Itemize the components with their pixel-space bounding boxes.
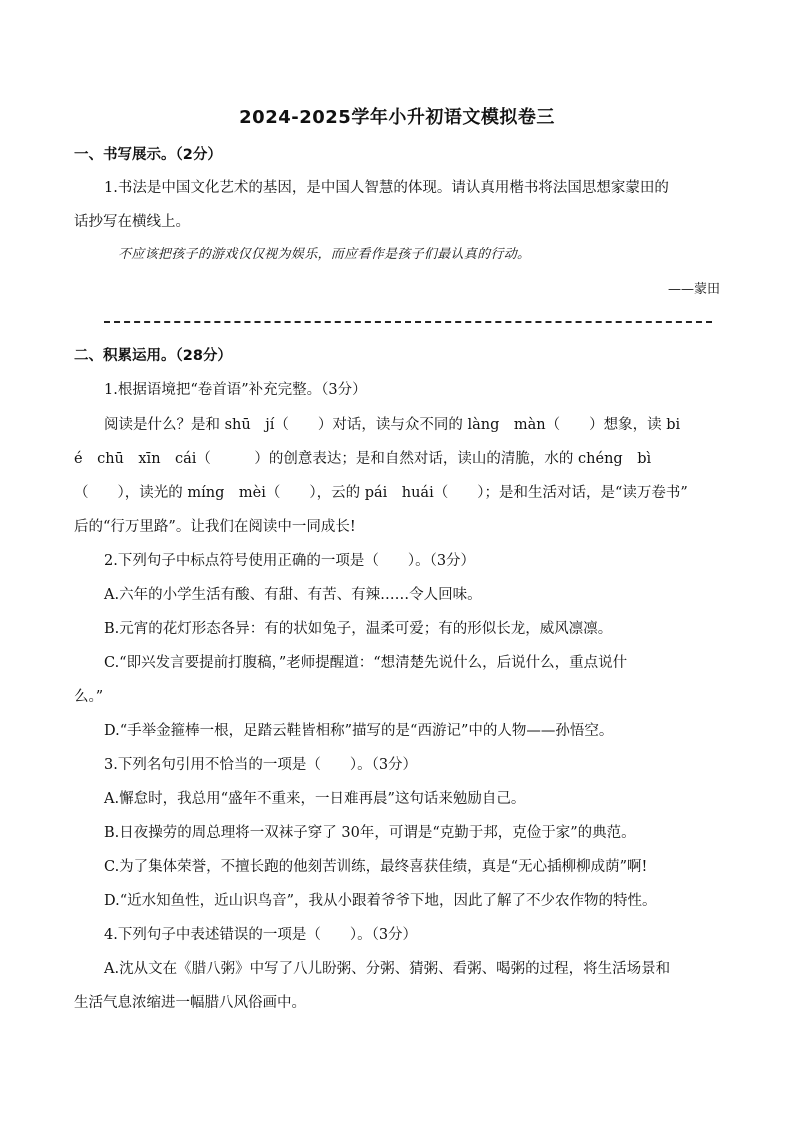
question-text: 阅读是什么？是和 shū jí（ ）对话，读与众不同的 làng màn（ ）想象，读 bi	[104, 417, 681, 433]
option-b: B.日夜操劳的周总理将一双袜子穿了 30年，可谓是“克勤于邦，克俭于家”的典范。	[104, 825, 636, 841]
option-a: A.沈从文在《腊八粥》中写了八儿盼粥、分粥、猜粥、看粥、喝粥的过程，将生活场景和	[104, 961, 671, 977]
section-heading-accumulation: 二、积累运用。（28分）	[74, 348, 232, 364]
question-text: （ ），读光的 míng mèi（ ），云的 pái huái（ ）；是和生活对话，是“读万卷书”	[74, 485, 688, 501]
option-a: A.六年的小学生活有酸、有甜、有苦、有辣……令人回味。	[104, 587, 482, 603]
page-title: 2024-2025学年小升初语文模拟卷三	[239, 107, 555, 128]
question-title: 1.根据语境把“卷首语”补充完整。（3分）	[104, 382, 367, 398]
option-c-cont: 么。”	[74, 689, 104, 705]
option-d: D.“手举金箍棒一根，足踏云鞋皆相称”描写的是“西游记”中的人物——孙悟空。	[104, 723, 614, 739]
question-title: 2.下列句子中标点符号使用正确的一项是（ ）。（3分）	[104, 553, 476, 569]
writing-answer-line[interactable]	[104, 321, 712, 323]
question-text: 1.书法是中国文化艺术的基因，是中国人智慧的体现。请认真用楷书将法国思想家蒙田的	[104, 180, 669, 196]
option-b: B.元宵的花灯形态各异：有的状如兔子，温柔可爱；有的形似长龙，威风凛凛。	[104, 621, 613, 637]
question-text: 话抄写在横线上。	[74, 214, 190, 230]
option-a-cont: 生活气息浓缩进一幅腊八风俗画中。	[74, 995, 306, 1011]
option-c: C.“即兴发言要提前打腹稿，”老师提醒道：“想清楚先说什么，后说什么，重点说什	[104, 655, 628, 671]
question-text: 后的“行万里路”。让我们在阅读中一同成长!	[74, 519, 356, 535]
quote-author: ——蒙田	[667, 282, 720, 297]
question-title: 4.下列句子中表述错误的一项是（ ）。（3分）	[104, 927, 418, 943]
option-d: D.“近水知鱼性，近山识鸟音”，我从小跟着爷爷下地，因此了解了不少农作物的特性。	[104, 893, 657, 909]
section-heading-writing: 一、书写展示。（2分）	[74, 147, 222, 163]
question-title: 3.下列名句引用不恰当的一项是（ ）。（3分）	[104, 757, 418, 773]
option-c: C.为了集体荣誉，不擅长跑的他刻苦训练，最终喜获佳绩，真是“无心插柳柳成荫”啊!	[104, 859, 648, 875]
option-a: A.懈怠时，我总用“盛年不重来，一日难再晨”这句话来勉励自己。	[104, 791, 526, 807]
question-text: é chū xīn cái（ ）的创意表达；是和自然对话，读山的清脆，水的 chéng bì	[74, 451, 652, 467]
quote-text: 不应该把孩子的游戏仅仅视为娱乐，而应看作是孩子们最认真的行动。	[118, 247, 531, 262]
